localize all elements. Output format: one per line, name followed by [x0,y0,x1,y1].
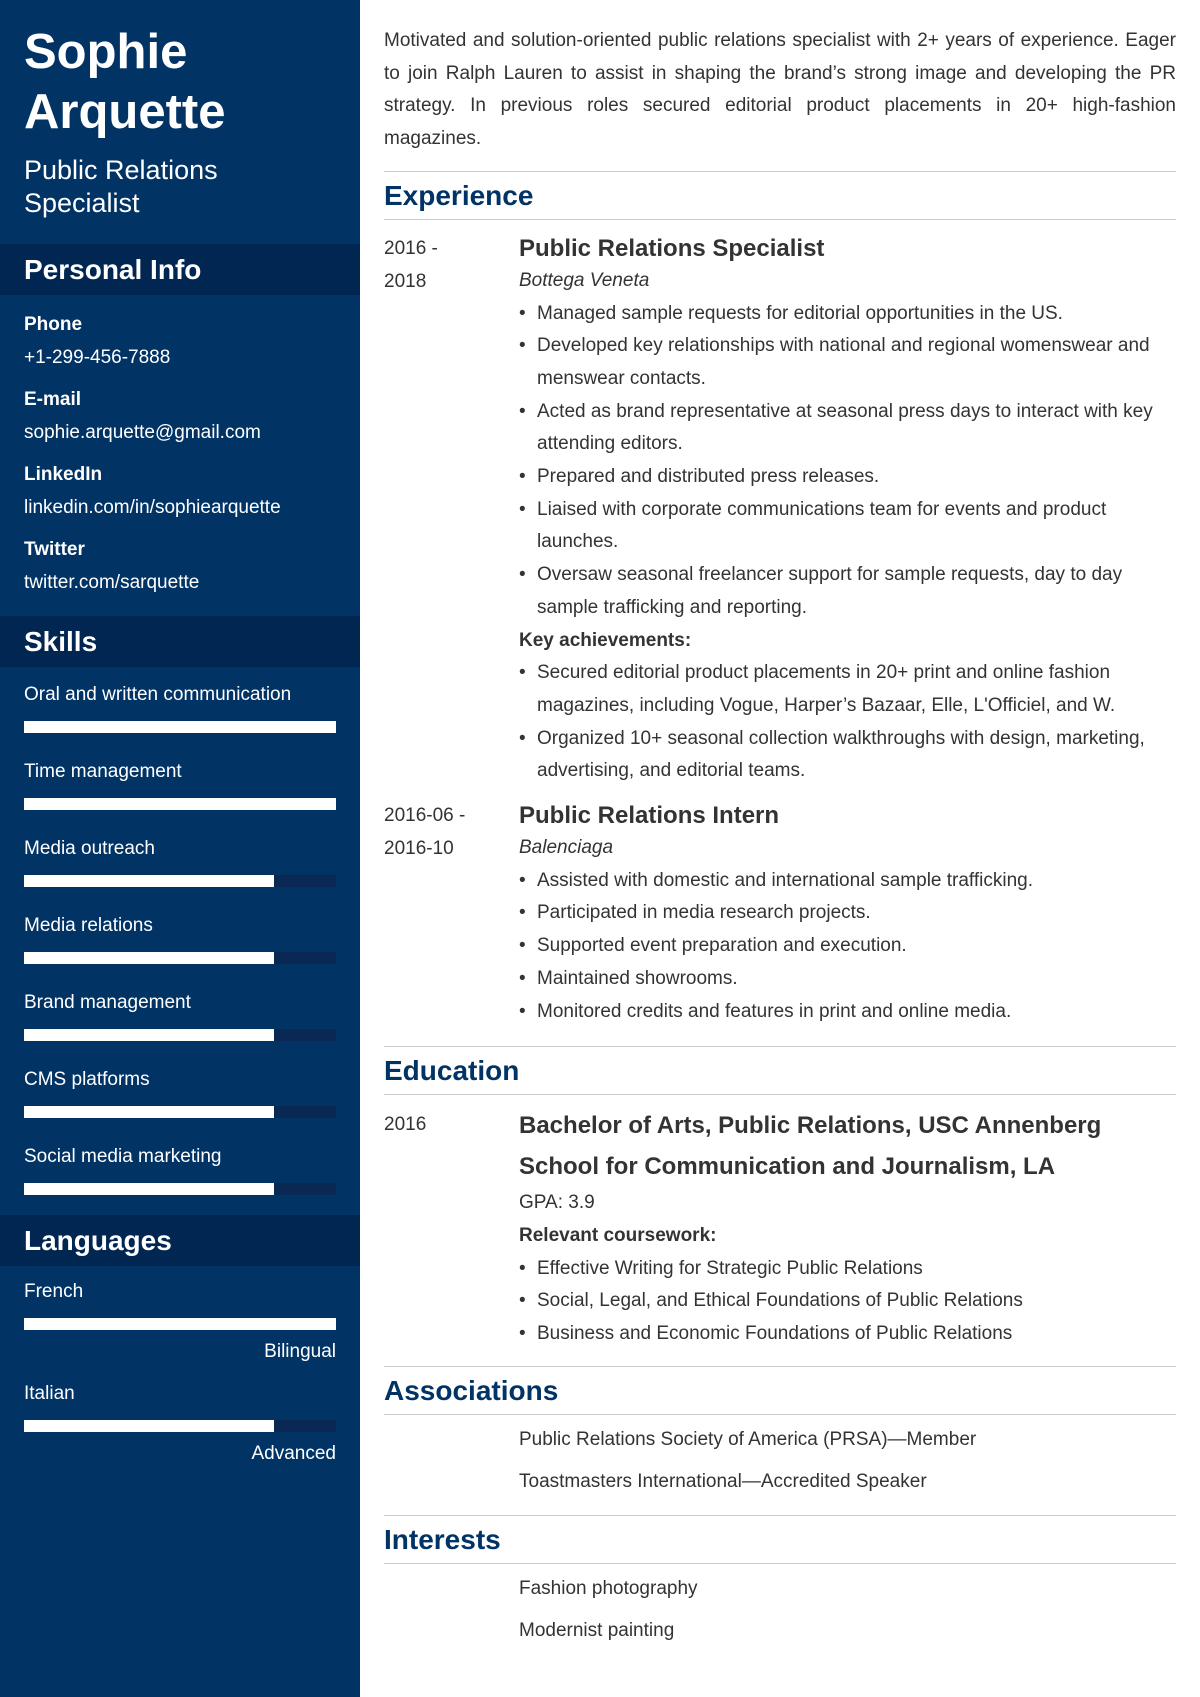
languages-heading: Languages [0,1215,360,1266]
job-date-start: 2016-06 - [384,805,466,827]
job-bullet: • Prepared and distributed press releases. [519,461,1176,494]
personal-info-heading: Personal Info [0,244,360,295]
job-entry [384,800,1176,1028]
achievement-bullet: • Organized 10+ seasonal collection walkthroughs with design, marketing, advertising, and editorial teams. [519,723,1176,788]
phone-label: Phone [24,314,83,335]
phone-value[interactable]: +1-299-456-7888 [24,347,171,368]
achievement-bullet: • Secured editorial product placements in 20+ print and online fashion magazines, including Vogue, Harper’s Bazaar, Elle, L'Officiel, and W. [519,657,1176,722]
skill-level-bar [24,721,336,733]
education-heading: Education [384,1046,1176,1095]
language-level-bar [24,1420,336,1432]
job-date-end: 2016-10 [384,837,454,859]
skill-name: Brand management [24,992,191,1013]
skill-item [0,760,360,810]
language-name: Italian [24,1383,75,1404]
job-bullet: • Maintained showrooms. [519,963,1176,996]
skill-item [0,837,360,887]
skill-name: Media outreach [24,838,155,859]
skill-name: CMS platforms [24,1069,150,1090]
skill-level-fill [24,1183,274,1195]
skill-level-fill [24,952,274,964]
skill-level-fill [24,1106,274,1118]
education-date: 2016 [384,1114,427,1136]
job-bullets [519,865,1176,1029]
job-bullets [519,298,1176,625]
skill-level-bar [24,952,336,964]
job-bullet: • Acted as brand representative at seasonal press days to interact with key attending editors. [519,396,1176,461]
job-bullet: • Developed key relationships with national and regional womenswear and menswear contacts. [519,330,1176,395]
twitter-value[interactable]: twitter.com/sarquette [24,572,200,593]
skill-name: Social media marketing [24,1146,222,1167]
email-block [0,388,360,445]
email-value[interactable]: sophie.arquette@gmail.com [24,422,261,443]
job-title: Public Relations Intern [519,802,780,830]
skills-heading: Skills [0,616,360,667]
coursework-item: • Business and Economic Foundations of Public Relations [519,1318,1176,1351]
interest-item: Fashion photography [519,1577,698,1599]
skill-item [0,914,360,964]
language-level-bar [24,1318,336,1330]
first-name: Sophie [24,25,188,79]
achievements-label: Key achievements: [519,629,692,651]
phone-block [0,313,360,370]
association-item: Public Relations Society of America (PRSA)—Member [519,1428,977,1450]
job-date-start: 2016 - [384,237,438,259]
personal-info [0,295,360,595]
associations-heading: Associations [384,1366,1176,1415]
skill-name: Time management [24,761,182,782]
job-details [519,800,1176,1028]
twitter-label: Twitter [24,539,85,560]
skill-item [0,683,360,733]
skill-level-bar [24,798,336,810]
degree-title: Bachelor of Arts, Public Relations, USC Annenberg School for Communication and Journalism, LA [519,1112,1102,1181]
skill-item [0,1145,360,1195]
job-details [519,233,1176,788]
language-level-label: Bilingual [264,1341,336,1362]
language-item [0,1382,360,1466]
skill-level-fill [24,798,336,810]
twitter-block [0,538,360,595]
main-content [384,0,1176,1652]
skill-level-bar [24,1183,336,1195]
languages-list [0,1266,360,1466]
job-dates [384,233,519,788]
skill-level-bar [24,1106,336,1118]
education-details [519,1109,1176,1351]
skill-level-fill [24,1029,274,1041]
job-bullet: • Participated in media research projects. [519,897,1176,930]
job-entry [384,233,1176,788]
job-bullet: • Assisted with domestic and international sample trafficking. [519,865,1176,898]
language-level-label: Advanced [251,1443,336,1464]
skill-level-bar [24,1029,336,1041]
role-line-2: Specialist [24,188,140,218]
language-level-fill [24,1420,274,1432]
coursework-item: • Effective Writing for Strategic Public Relations [519,1253,1176,1286]
skill-name: Oral and written communication [24,684,292,705]
interest-item: Modernist painting [519,1619,675,1641]
summary: Motivated and solution-oriented public relations specialist with 2+ years of experience. Eager to join Ralph Lauren to assist in shaping the brand’s strong image and developing the PR strategy. In previous roles secured editorial product placements in 20+ high-fashion magazines. [384,30,1176,150]
interests-heading: Interests [384,1515,1176,1564]
sidebar [0,0,360,1697]
skill-item [0,991,360,1041]
language-level-fill [24,1318,336,1330]
skill-level-bar [24,875,336,887]
last-name: Arquette [24,85,226,139]
achievements-list [519,657,1176,788]
skills-list [0,667,360,1195]
interests-list [384,1568,1176,1652]
skill-level-fill [24,721,336,733]
gpa: GPA: 3.9 [519,1192,595,1214]
role-line-1: Public Relations [24,155,218,185]
job-role [0,142,360,220]
job-date-end: 2018 [384,270,427,292]
job-bullet: • Liaised with corporate communications team for events and product launches. [519,494,1176,559]
job-bullet: • Managed sample requests for editorial opportunities in the US. [519,298,1176,331]
company-name: Balenciaga [519,837,614,859]
candidate-name [0,0,360,142]
skill-item [0,1068,360,1118]
association-item: Toastmasters International—Accredited Speaker [519,1470,927,1492]
linkedin-label: LinkedIn [24,464,103,485]
associations-list [384,1419,1176,1503]
job-bullet: • Oversaw seasonal freelancer support for sample requests, day to day sample trafficking and reporting. [519,559,1176,624]
linkedin-value[interactable]: linkedin.com/in/sophiearquette [24,497,281,518]
coursework-list [519,1253,1176,1351]
skill-name: Media relations [24,915,153,936]
skill-level-fill [24,875,274,887]
job-title: Public Relations Specialist [519,234,825,262]
linkedin-block [0,463,360,520]
experience-heading: Experience [384,171,1176,220]
language-name: French [24,1281,84,1302]
company-name: Bottega Veneta [519,269,650,291]
language-item [0,1280,360,1364]
education-entry [384,1109,1176,1351]
coursework-label: Relevant coursework: [519,1224,717,1246]
job-dates [384,800,519,1028]
job-bullet: • Monitored credits and features in print and online media. [519,996,1176,1029]
email-label: E-mail [24,389,82,410]
job-bullet: • Supported event preparation and execution. [519,930,1176,963]
coursework-item: • Social, Legal, and Ethical Foundations of Public Relations [519,1285,1176,1318]
